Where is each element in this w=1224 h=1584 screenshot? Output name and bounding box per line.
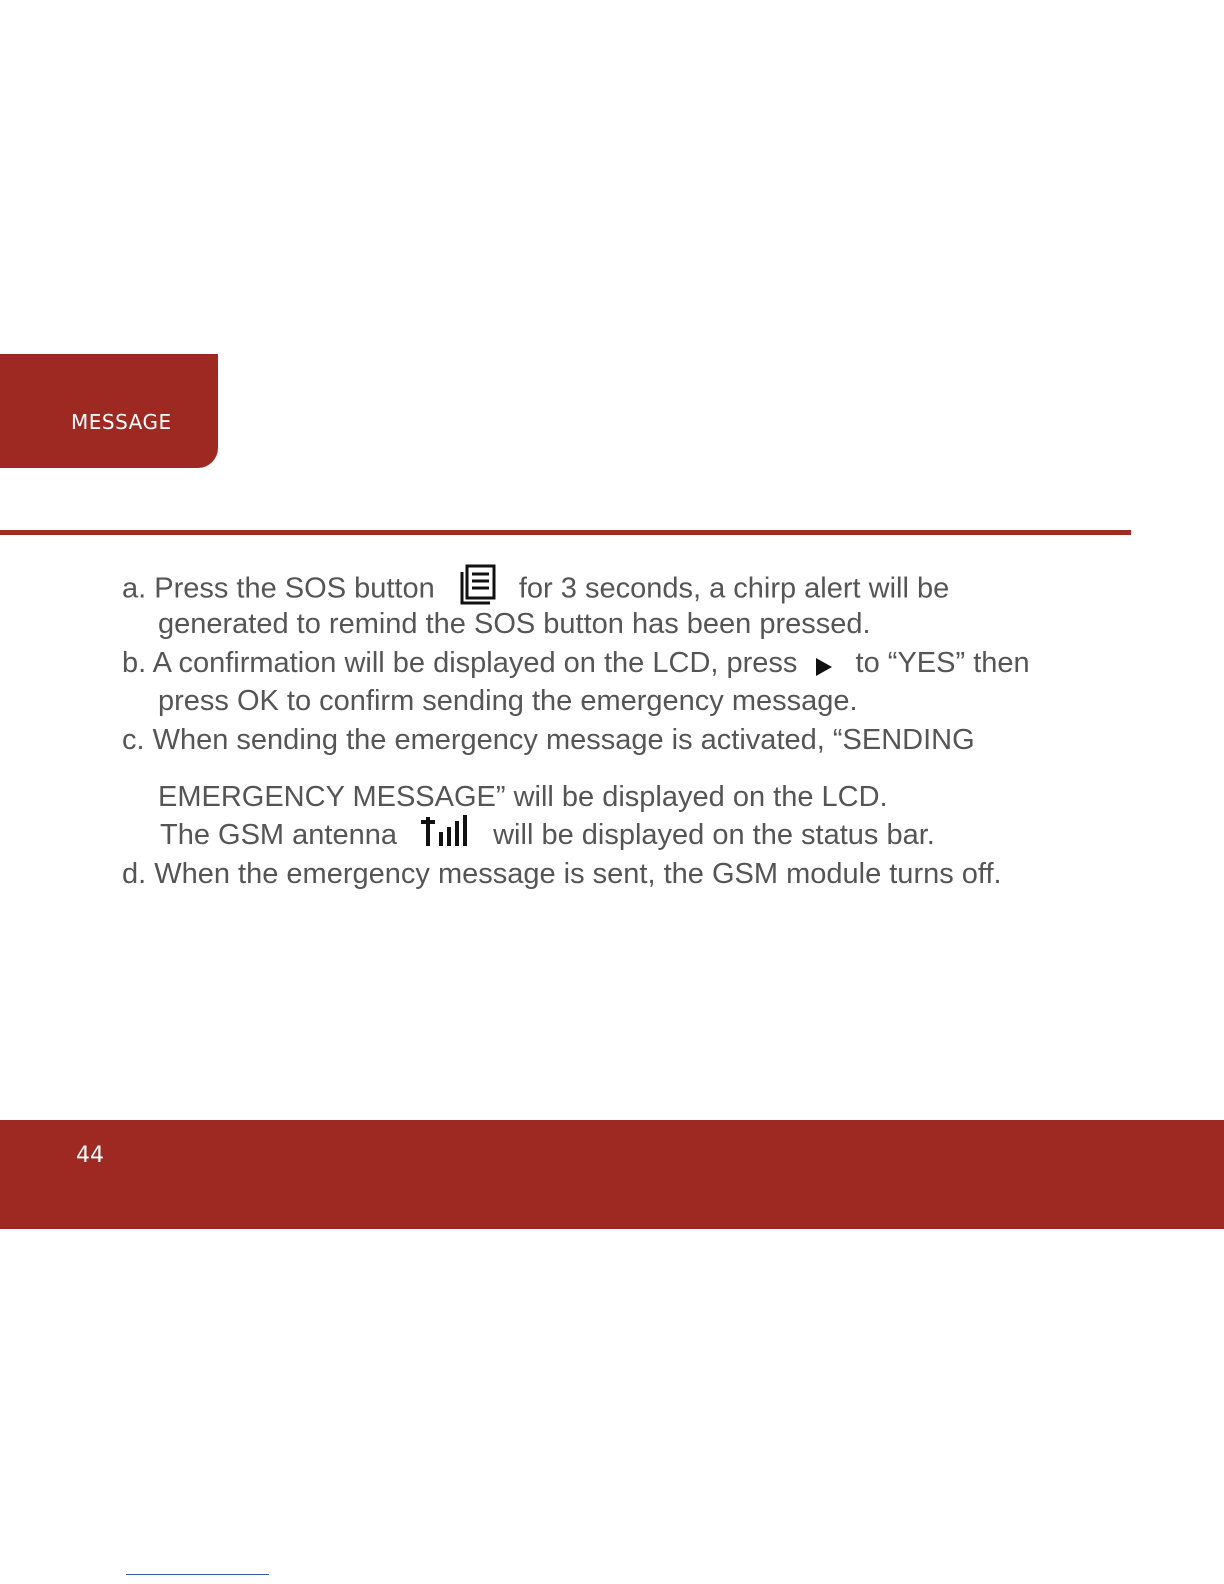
instruction-line-b2: press OK to confirm sending the emergency message.: [158, 685, 858, 717]
instruction-b1-suffix: to “YES” then: [855, 647, 1030, 679]
instruction-a1-prefix: a. Press the SOS button: [122, 572, 435, 605]
instruction-c3-prefix: The GSM antenna: [160, 819, 397, 851]
play-right-arrow-icon: [815, 651, 833, 671]
instruction-c3-suffix: will be displayed on the status bar.: [493, 819, 935, 851]
sos-button-icon: [459, 563, 497, 605]
instruction-line-a1: [122, 569, 949, 611]
instruction-line-b1: [122, 646, 1030, 680]
footer-band: [0, 1120, 1224, 1229]
page-number: 44: [76, 1143, 104, 1168]
section-tab-label: MESSAGE: [71, 410, 172, 434]
instruction-line-a2: generated to remind the SOS button has been pressed.: [158, 608, 871, 640]
instruction-b1-prefix: b. A confirmation will be displayed on the LCD, press: [122, 647, 798, 679]
instruction-line-c2: EMERGENCY MESSAGE” will be displayed on the LCD.: [158, 781, 888, 813]
footnote-rule: [126, 1574, 269, 1575]
instruction-line-c3: [160, 818, 935, 853]
instruction-line-d1: d. When the emergency message is sent, the GSM module turns off.: [122, 858, 1002, 890]
gsm-antenna-icon: [419, 814, 469, 848]
instruction-a1-suffix: for 3 seconds, a chirp alert will be: [518, 572, 950, 605]
instruction-line-c1: c. When sending the emergency message is activated, “SENDING: [122, 724, 975, 756]
